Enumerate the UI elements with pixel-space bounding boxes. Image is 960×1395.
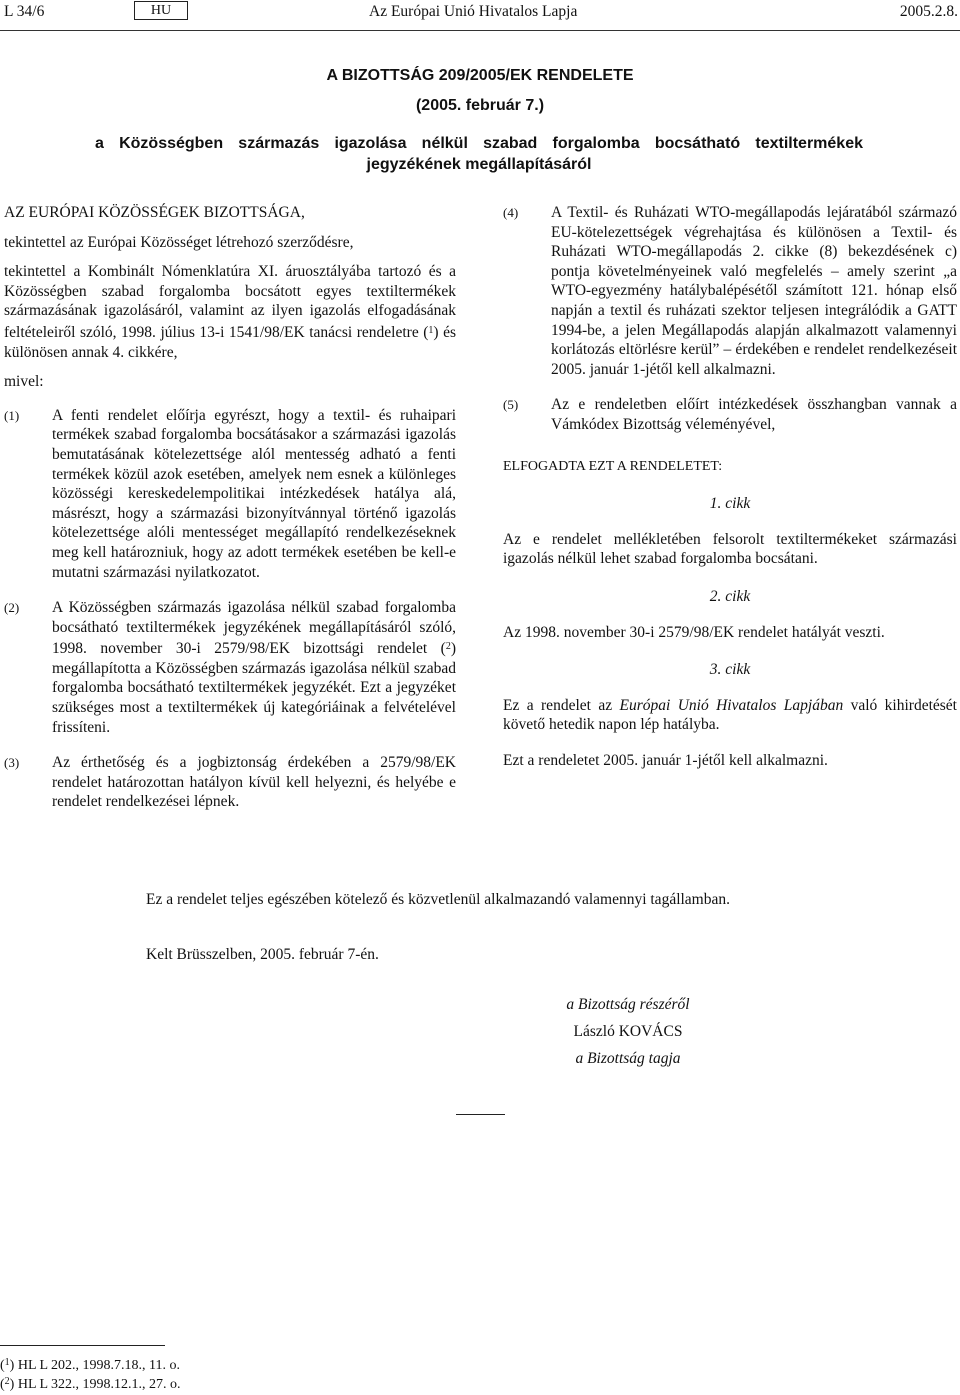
recital-2 — [4, 598, 456, 737]
recital-text: A fenti rendelet előírja egyrészt, hogy a textil- és ruhaipari termékek szabad forgalomba bocsátásakor a származási igazolás bemutatásának kötelezettsége alól mentesség adható a fenti termékek közül azok esetében, amelyek nem esnek a különleges közösségi kereskedelempolitikai intézkedések hatálya alá, másrészt, hogy a származási bizonyítvánnyal történő igazolás kötelezettsége alóli mentességet megállapító rendelkezéseknek meg kell határozniuk, hogy az adott termékek esetében be kell-e mutatni származási nyilatkozatot. — [52, 406, 456, 581]
having-regard-text: tekintettel a Kombinált Nómenklatúra XI. áruosztályába tartozó és a Közösségben szabad forgalomba bocsátott egyes textiltermékek származásának igazolásáról, valamint az ilyen igazolás elfogadásának feltételeiről szóló, 1998. július 13-i 1541/98/EK tanácsi rendeletre ( — [4, 263, 456, 341]
recital-5 — [503, 395, 957, 434]
footnote-2: ($^2$) HL L 322., 1998.12.1., 27. o. — [0, 1376, 181, 1392]
recital-text — [52, 598, 456, 737]
whereas-line: mivel: — [4, 373, 44, 391]
page-reference: L 34/6 — [4, 3, 45, 20]
journal-title: Az Európai Unió Hivatalos Lapja — [369, 3, 578, 20]
recital-number: (3) — [4, 755, 20, 771]
signatory-role: a Bizottság tagja — [575, 1050, 681, 1067]
recital-1 — [4, 406, 456, 582]
recital-text: Az érthetőség és a jogbiztonság érdekében a 2579/98/EK rendelet határozottan hatályon kívül kell helyezni, és helyébe e rendelet rendelkezései lépnek. — [52, 754, 456, 811]
publication-date: 2005.2.8. — [899, 3, 958, 20]
article-1-heading: 1. cikk — [709, 495, 751, 513]
having-regard-regulation — [4, 262, 456, 362]
left-column — [4, 203, 456, 828]
recital-text: A Textil- és Ruházati WTO-megállapodás lejáratából származó EU-kötelezettségek végrehajtása és különösen a Textil- és Ruházati WTO-megállapodás 2. cikke (8) bekezdésének c) pontja követelményeinek való megfelelés – amely szerint „a WTO-egyezmény hatálybalépésétől számított 121. hónap első napján a textil és ruházati szektor teljesen integrálódik a GATT 1994-be, a jelen Megállapodás alapján alkalmazott valamennyi korlátozás eltörlésre kerül” – érdekében e rendelet rendelkezéseit 2005. január 1-jétől kell alkalmazni. — [551, 204, 957, 378]
signature-for: a Bizottság részéről — [566, 996, 690, 1013]
footnote-number: 2 — [4, 1376, 10, 1387]
issuer-line: AZ EURÓPAI KÖZÖSSÉGEK BIZOTTSÁGA, — [4, 204, 305, 221]
recital-4 — [503, 203, 957, 379]
article-1-text: Az e rendelet mellékletében felsorolt textiltermékeket származási igazolás nélkül lehet szabad forgalomba bocsátani. — [503, 530, 957, 568]
regulation-date: (2005. február 7.) — [415, 97, 545, 114]
right-column — [503, 203, 957, 780]
binding-clause: Ez a rendelet teljes egészében kötelező és közvetlenül alkalmazandó valamennyi tagállamban. — [146, 891, 730, 908]
recital-number: (5) — [503, 397, 519, 413]
regulation-title: A BIZOTTSÁG 209/2005/EK RENDELETE — [326, 67, 634, 84]
footnote-1: ($^1$) HL L 202., 1998.7.18., 11. o. — [0, 1357, 180, 1373]
having-regard-treaty: tekintettel az Európai Közösséget létrehozó szerződésre, — [4, 233, 354, 251]
footnote-ref[interactable]: 1 — [428, 324, 434, 336]
article-3-text-part: Ez a rendelet az — [503, 696, 620, 714]
article-3-text — [503, 696, 957, 735]
recital-number: (2) — [4, 600, 20, 616]
article-2-text: Az 1998. november 30-i 2579/98/EK rendelet hatályát veszti. — [503, 623, 885, 641]
footnote-ref[interactable]: 2 — [445, 641, 451, 653]
recital-number: (4) — [503, 205, 519, 220]
footnote-divider — [0, 1345, 165, 1346]
signatory-name: László KOVÁCS — [573, 1023, 683, 1040]
article-3-application: Ezt a rendeletet 2005. január 1-jétől kell alkalmazni. — [503, 751, 828, 769]
header-divider — [0, 30, 960, 31]
footnote-text: HL L 322., 1998.12.1., 27. o. — [17, 1377, 181, 1392]
recital-3 — [4, 753, 456, 812]
place-and-date: Kelt Brüsszelben, 2005. február 7-én. — [146, 946, 379, 963]
language-badge: HU — [134, 1, 188, 20]
article-3-heading: 3. cikk — [709, 661, 751, 679]
footnote-text: HL L 202., 1998.7.18., 11. o. — [17, 1358, 180, 1373]
enacting-formula: ELFOGADTA EZT A RENDELETET: — [503, 458, 723, 474]
recital-text: Az e rendeletben előírt intézkedések összhangban vannak a Vámkódex Bizottság véleményével, — [551, 396, 957, 433]
recital-number: (1) — [4, 407, 20, 423]
regulation-subject: a Közösségben származás igazolása nélkül szabad forgalomba bocsátható textiltermékek jegyzékének megállapításáról — [95, 135, 863, 173]
footnote-number: 1 — [4, 1357, 10, 1368]
recital-text-part: A Közösségben származás igazolása nélkül szabad forgalomba bocsátható textiltermékek jegyzékének megállapításáról szóló, 1998. november 30-i 2579/98/EK bizottsági rendelet ( — [52, 599, 456, 658]
official-journal-name: Európai Unió Hivatalos Lapjában — [619, 696, 844, 714]
end-divider — [456, 1114, 505, 1115]
having-regard-text-end: ) és különösen annak 4. cikkére, — [4, 323, 456, 361]
article-2-heading: 2. cikk — [709, 587, 751, 605]
article-3-text-part: való kihirdetését követő hetedik napon lép hatályba. — [503, 696, 957, 734]
recital-text-part: ) megállapította a Közösségben származás igazolása nélkül szabad forgalomba bocsátható textiltermékek jegyzékét. Ezt a jegyzéket szükséges most a textiltermékek új kategóriáinak a felvételével frissíteni. — [52, 640, 456, 736]
